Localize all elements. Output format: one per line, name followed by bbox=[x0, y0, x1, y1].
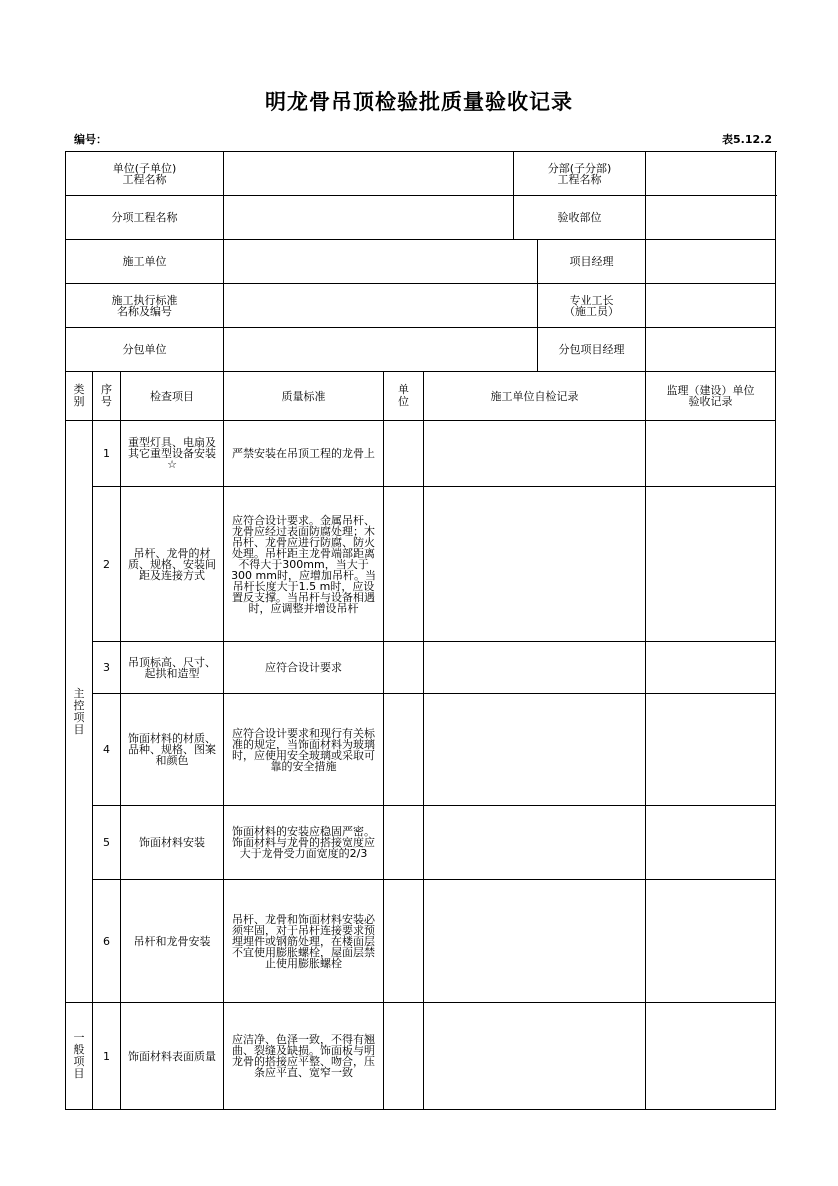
table-row bbox=[66, 880, 776, 1003]
item-seq: 5 bbox=[93, 806, 121, 880]
header-row-unit bbox=[66, 152, 776, 196]
self-check-cell[interactable] bbox=[424, 806, 646, 880]
item-name: 吊杆和龙骨安装 bbox=[121, 880, 224, 1003]
col-supervision: 监理（建设）单位 验收记录 bbox=[646, 372, 776, 421]
item-seq: 4 bbox=[93, 694, 121, 806]
item-seq: 6 bbox=[93, 880, 121, 1003]
table-row bbox=[66, 642, 776, 694]
sub-division-value[interactable] bbox=[646, 152, 776, 196]
item-seq: 3 bbox=[93, 642, 121, 694]
self-check-cell[interactable] bbox=[424, 642, 646, 694]
supervision-cell[interactable] bbox=[646, 806, 776, 880]
item-seq: 1 bbox=[93, 421, 121, 487]
supervision-cell[interactable] bbox=[646, 1003, 776, 1110]
project-manager-label: 项目经理 bbox=[538, 240, 646, 284]
group-main: 主控项目 bbox=[66, 421, 93, 1003]
header-row-construction bbox=[66, 240, 776, 284]
col-standard: 质量标准 bbox=[224, 372, 384, 421]
item-standard: 严禁安装在吊顶工程的龙骨上 bbox=[224, 421, 384, 487]
item-standard: 应符合设计要求 bbox=[224, 642, 384, 694]
table-row bbox=[66, 694, 776, 806]
inspection-record-table bbox=[65, 151, 776, 1110]
col-self-check: 施工单位自检记录 bbox=[424, 372, 646, 421]
page-title: 明龙骨吊顶检验批质量验收记录 bbox=[265, 90, 573, 114]
supervision-cell[interactable] bbox=[646, 642, 776, 694]
item-name: 重型灯具、电扇及其它重型设备安装☆ bbox=[121, 421, 224, 487]
acceptance-part-value[interactable] bbox=[646, 196, 776, 240]
supervision-cell[interactable] bbox=[646, 694, 776, 806]
acceptance-part-label: 验收部位 bbox=[514, 196, 646, 240]
self-check-cell[interactable] bbox=[424, 880, 646, 1003]
unit-cell[interactable] bbox=[384, 487, 424, 642]
unit-cell[interactable] bbox=[384, 421, 424, 487]
supervision-cell[interactable] bbox=[646, 487, 776, 642]
self-check-cell[interactable] bbox=[424, 487, 646, 642]
table-row bbox=[66, 1003, 776, 1110]
col-category: 类别 bbox=[66, 372, 93, 421]
item-name: 饰面材料的材质、品种、规格、图案和颜色 bbox=[121, 694, 224, 806]
construction-unit-value[interactable] bbox=[224, 240, 538, 284]
unit-cell[interactable] bbox=[384, 694, 424, 806]
col-seq: 序号 bbox=[93, 372, 121, 421]
item-name: 吊顶标高、尺寸、起拱和造型 bbox=[121, 642, 224, 694]
supervision-cell[interactable] bbox=[646, 880, 776, 1003]
sub-division-label: 分部(子分部) 工程名称 bbox=[514, 152, 646, 196]
item-name: 吊杆、龙骨的材质、规格、安装间距及连接方式 bbox=[121, 487, 224, 642]
project-manager-value[interactable] bbox=[646, 240, 776, 284]
unit-cell[interactable] bbox=[384, 806, 424, 880]
supervision-cell[interactable] bbox=[646, 421, 776, 487]
item-name: 饰面材料表面质量 bbox=[121, 1003, 224, 1110]
foreman-value[interactable] bbox=[646, 284, 776, 328]
code-label: 编号： bbox=[74, 133, 107, 146]
table-row bbox=[66, 421, 776, 487]
header-row-standard bbox=[66, 284, 776, 328]
col-item: 检查项目 bbox=[121, 372, 224, 421]
sub-item-label: 分项工程名称 bbox=[66, 196, 224, 240]
self-check-cell[interactable] bbox=[424, 421, 646, 487]
subcontract-manager-value[interactable] bbox=[646, 328, 776, 372]
construction-unit-label: 施工单位 bbox=[66, 240, 224, 284]
self-check-cell[interactable] bbox=[424, 1003, 646, 1110]
item-standard: 应洁净、色泽一致，不得有翘曲、裂缝及缺损。饰面板与明龙骨的搭接应平整、吻合，压条应平直、宽窄一致 bbox=[224, 1003, 384, 1110]
standard-label: 施工执行标准 名称及编号 bbox=[66, 284, 224, 328]
table-row bbox=[66, 487, 776, 642]
table-row bbox=[66, 806, 776, 880]
header-row-subitem bbox=[66, 196, 776, 240]
column-header-row bbox=[66, 372, 776, 421]
unit-cell[interactable] bbox=[384, 642, 424, 694]
sub-item-value[interactable] bbox=[224, 196, 514, 240]
self-check-cell[interactable] bbox=[424, 694, 646, 806]
header-row-subcontract bbox=[66, 328, 776, 372]
col-unit: 单位 bbox=[384, 372, 424, 421]
unit-project-value[interactable] bbox=[224, 152, 514, 196]
standard-value[interactable] bbox=[224, 284, 538, 328]
item-standard: 饰面材料的安装应稳固严密。饰面材料与龙骨的搭接宽度应大于龙骨受力面宽度的2/3 bbox=[224, 806, 384, 880]
foreman-label: 专业工长 （施工员） bbox=[538, 284, 646, 328]
unit-project-label: 单位(子单位) 工程名称 bbox=[66, 152, 224, 196]
unit-cell[interactable] bbox=[384, 880, 424, 1003]
item-standard: 应符合设计要求和现行有关标准的规定，当饰面材料为玻璃时，应使用安全玻璃或采取可靠的安全措施 bbox=[224, 694, 384, 806]
item-name: 饰面材料安装 bbox=[121, 806, 224, 880]
item-seq: 1 bbox=[93, 1003, 121, 1110]
subcontract-unit-value[interactable] bbox=[224, 328, 538, 372]
item-standard: 吊杆、龙骨和饰面材料安装必须牢固，对于吊杆连接要求预埋埋件或钢筋处理，在楼面层不宜使用膨胀螺栓，屋面层禁止使用膨胀螺栓 bbox=[224, 880, 384, 1003]
subcontract-unit-label: 分包单位 bbox=[66, 328, 224, 372]
unit-cell[interactable] bbox=[384, 1003, 424, 1110]
subcontract-manager-label: 分包项目经理 bbox=[538, 328, 646, 372]
item-seq: 2 bbox=[93, 487, 121, 642]
group-general: 一般项目 bbox=[66, 1003, 93, 1110]
form-number: 表5.12.2 bbox=[722, 133, 772, 146]
item-standard: 应符合设计要求。金属吊杆、龙骨应经过表面防腐处理；木吊杆、龙骨应进行防腐、防火处理。吊杆距主龙骨端部距离不得大于300mm，当大于300 mm时，应增加吊杆。当吊杆长度大于1.5 m时，应设置反支撑。当吊杆与设备相遇时，应调整并增设吊杆 bbox=[224, 487, 384, 642]
